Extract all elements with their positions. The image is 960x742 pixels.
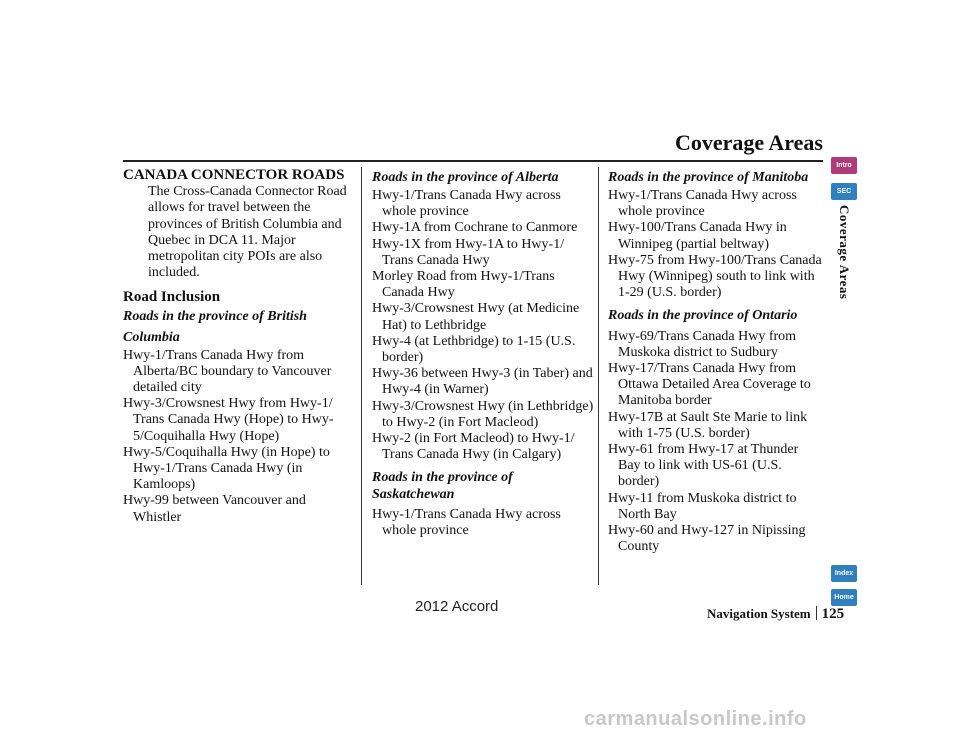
list-item: Hwy-1/Trans Canada Hwy across whole province: [372, 188, 561, 220]
intro-paragraph: The Cross-Canada Connector Road allows for travel between the provinces of British Columbia and Quebec in DCA 11. Major metropolitan city POIs are also included.: [148, 184, 347, 281]
footer-separator: [816, 606, 817, 620]
list-item: Hwy-100/Trans Canada Hwy in Winnipeg (partial beltway): [608, 220, 787, 252]
list-item: Hwy-1/Trans Canada Hwy from Alberta/BC boundary to Vancouver detailed city: [123, 347, 332, 396]
list-item: Hwy-11 from Muskoka district to North Bay: [608, 490, 797, 522]
list-item: Hwy-17B at Sault Ste Marie to link with 1-75 (U.S. border): [608, 409, 808, 441]
column-divider: [598, 167, 599, 585]
bc-list: [123, 348, 353, 526]
list-item: Hwy-2 (in Fort Macleod) to Hwy-1/ Trans Canada Hwy (in Calgary): [372, 431, 575, 463]
list-item: Hwy-1/Trans Canada Hwy across whole province: [608, 188, 797, 220]
list-item: Hwy-75 from Hwy-100/Trans Canada Hwy (Winnipeg) south to link with 1-29 (U.S. border): [608, 252, 822, 301]
saskatchewan-list: [372, 507, 596, 539]
list-item: Hwy-60 and Hwy-127 in Nipissing County: [608, 523, 806, 555]
list-item: Hwy-1/Trans Canada Hwy across whole province: [372, 506, 561, 539]
page-footer: [707, 606, 844, 623]
list-item: Hwy-4 (at Lethbridge) to 1-15 (U.S. border): [372, 333, 576, 366]
manitoba-heading: Roads in the province of Manitoba: [608, 170, 809, 185]
title-rule: [123, 160, 823, 162]
alberta-heading: Roads in the province of Alberta: [372, 170, 559, 185]
list-item: Hwy-3/Crowsnest Hwy (at Medicine Hat) to Lethbridge: [372, 301, 580, 333]
model-label: 2012 Accord: [415, 598, 499, 615]
ontario-list: [608, 329, 822, 556]
list-item: Hwy-99 between Vancouver and Whistler: [123, 493, 306, 525]
page-title: Coverage Areas: [674, 130, 823, 155]
list-item: Hwy-3/Crowsnest Hwy from Hwy-1/ Trans Canada Hwy (Hope) to Hwy-5/Coquihalla Hwy (Hope): [123, 396, 334, 444]
list-item: Hwy-69/Trans Canada Hwy from Muskoka district to Sudbury: [608, 328, 797, 360]
column-1: [123, 167, 353, 526]
column-3: [608, 167, 822, 555]
column-2: [372, 167, 596, 539]
section-heading: CANADA CONNECTOR ROADS: [123, 167, 345, 183]
list-item: Hwy-1X from Hwy-1A to Hwy-1/ Trans Canada Hwy: [372, 236, 565, 268]
column-divider: [361, 167, 362, 585]
ontario-heading: Roads in the province of Ontario: [608, 308, 798, 324]
watermark: carmanualsonline.info: [584, 708, 807, 730]
manitoba-list: [608, 188, 822, 301]
sec-tab[interactable]: SEC: [831, 183, 857, 200]
list-item: Morley Road from Hwy-1/Trans Canada Hwy: [372, 269, 555, 301]
index-tab[interactable]: Index: [831, 565, 857, 582]
bc-heading: Roads in the province of British Columbia: [123, 308, 307, 345]
road-inclusion-heading: Road Inclusion: [123, 289, 221, 306]
alberta-list: [372, 188, 596, 463]
list-item: Hwy-5/Coquihalla Hwy (in Hope) to Hwy-1/Trans Canada Hwy (in Kamloops): [123, 444, 330, 493]
footer-label: Navigation System: [707, 606, 811, 621]
list-item: Hwy-36 between Hwy-3 (in Taber) and Hwy-4 (in Warner): [372, 366, 593, 398]
saskatchewan-heading: Roads in the province of Saskatchewan: [372, 470, 513, 502]
intro-tab[interactable]: Intro: [831, 157, 857, 174]
list-item: Hwy-3/Crowsnest Hwy (in Lethbridge) to Hwy-2 (in Fort Macleod): [372, 398, 594, 430]
home-tab[interactable]: Home: [831, 589, 857, 606]
side-section-label: Coverage Areas: [837, 205, 852, 300]
page-number: 125: [821, 606, 845, 622]
list-item: Hwy-1A from Cochrane to Canmore: [372, 220, 578, 236]
list-item: Hwy-61 from Hwy-17 at Thunder Bay to link with US-61 (U.S. border): [608, 442, 799, 490]
list-item: Hwy-17/Trans Canada Hwy from Ottawa Detailed Area Coverage to Manitoba border: [608, 361, 811, 409]
